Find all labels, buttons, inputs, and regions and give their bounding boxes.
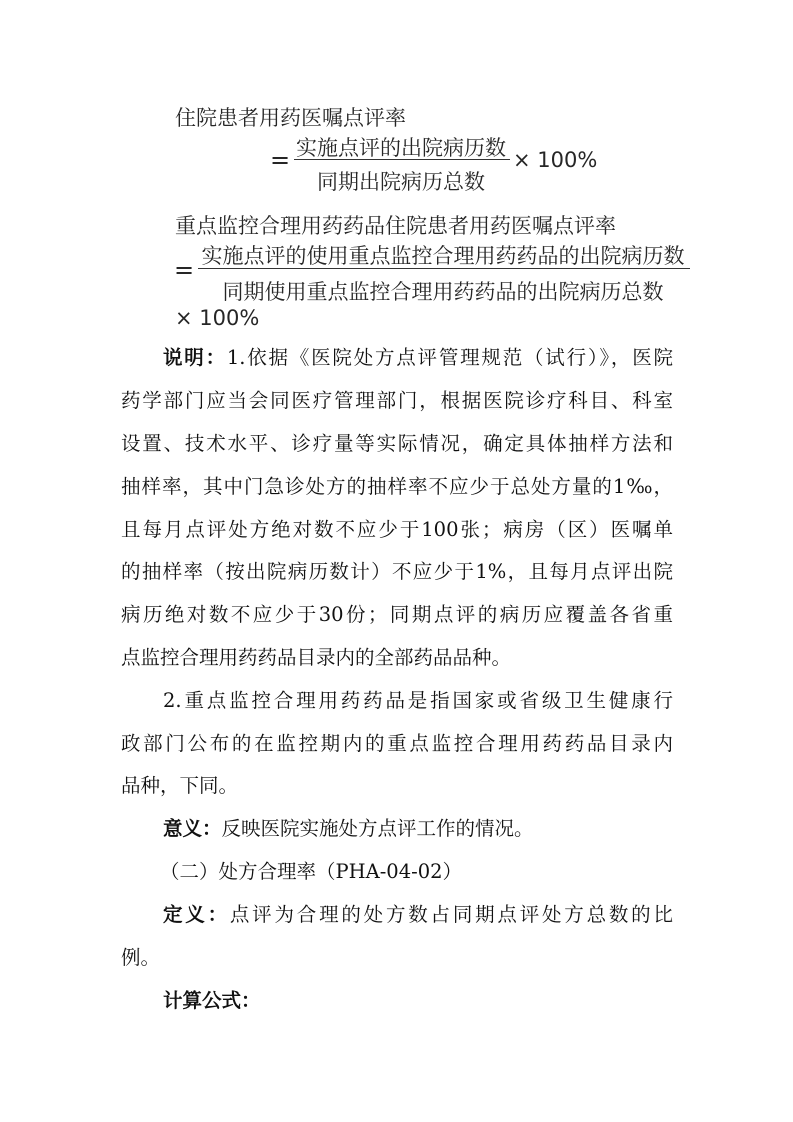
explanation-line: 点监控合理用药药品目录内的全部药品品种。 (121, 646, 512, 669)
formula1-multiplier: × 100% (513, 148, 598, 172)
definition-first-line (163, 900, 673, 930)
definition-label: 定义： (163, 903, 230, 926)
explanation-item2-line2: 政部门公布的在监控期内的重点监控合理用药药品目录内 (121, 732, 673, 755)
explanation-line1: 1.依据《医院处方点评管理规范（试行）》，医院 (226, 346, 673, 369)
formula2-fraction-bar (198, 268, 690, 269)
explanation-item2-line3: 品种，下同。 (121, 774, 239, 797)
explanation-line: 设置、技术水平、诊疗量等实际情况，确定具体抽样方法和 (121, 432, 673, 455)
definition-line1: 点评为合理的处方数占同期点评处方总数的比 (229, 903, 673, 926)
formula1-numerator: 实施点评的出院病历数 (296, 136, 506, 160)
formula2-title: 重点监控合理用药药品住院患者用药医嘱点评率 (175, 214, 616, 238)
formula2-denominator: 同期使用重点监控合理用药药品的出院病历总数 (222, 280, 664, 304)
formula2-multiplier: × 100% (175, 306, 260, 330)
formula2-numerator: 实施点评的使用重点监控合理用药药品的出院病历数 (201, 244, 685, 268)
significance-paragraph (163, 814, 673, 844)
section-heading: （二）处方合理率（PHA-04-02） (160, 860, 463, 883)
explanation-line: 药学部门应当会同医疗管理部门，根据医院诊疗科目、科室 (121, 389, 673, 412)
significance-label: 意义： (163, 817, 222, 840)
definition-line2: 例。 (121, 946, 161, 969)
explanation-item2-line1: 2.重点监控合理用药药品是指国家或省级卫生健康行 (163, 689, 673, 712)
formula1-equals: = (270, 146, 291, 174)
explanation-label: 说明： (163, 346, 227, 369)
explanation-line: 抽样率，其中门急诊处方的抽样率不应少于总处方量的1‰， (121, 475, 673, 498)
explanation-first-line (163, 343, 673, 373)
explanation-line: 病历绝对数不应少于30份；同期点评的病历应覆盖各省重 (121, 603, 673, 626)
explanation-line: 的抽样率（按出院病历数计）不应少于1%，且每月点评出院 (121, 560, 673, 583)
formula1-fraction-bar (294, 159, 510, 160)
significance-text: 反映医院实施处方点评工作的情况。 (221, 817, 534, 840)
formula1-title: 住院患者用药医嘱点评率 (175, 106, 406, 130)
formula2-equals: = (174, 256, 195, 284)
explanation-line: 且每月点评处方绝对数不应少于100张；病房（区）医嘱单 (121, 518, 673, 541)
calc-formula-label: 计算公式： (163, 989, 261, 1012)
formula1-denominator: 同期出院病历总数 (317, 170, 485, 194)
